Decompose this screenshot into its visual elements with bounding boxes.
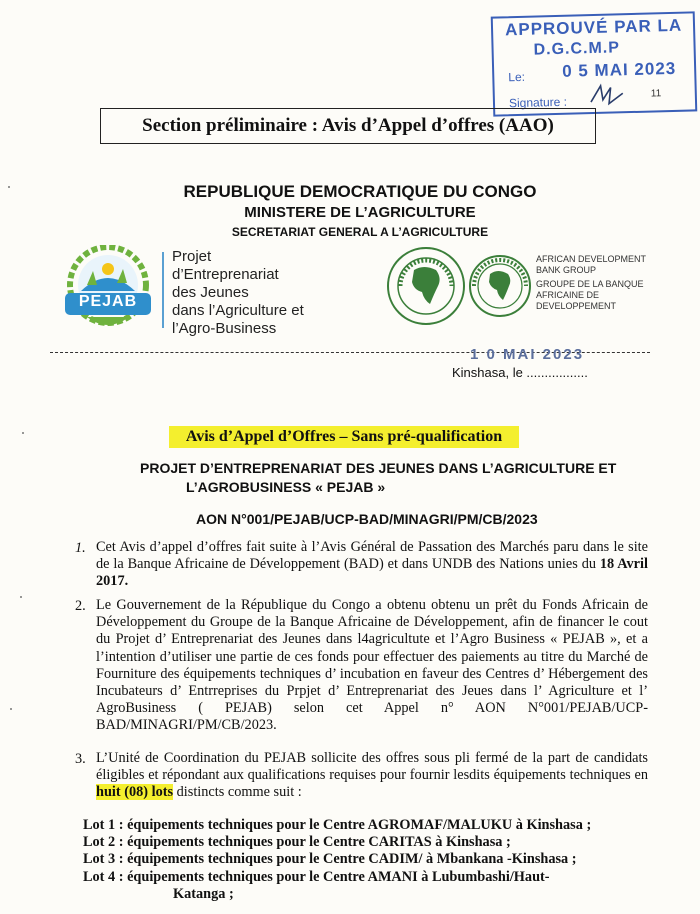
paragraph-3 [96, 750, 648, 802]
scan-speck [22, 432, 24, 434]
lot-item: Katanga ; [173, 885, 234, 902]
paragraph-2: Le Gouvernement de la République du Congo a obtenu obtenu un prêt du Fonds Africain de Développement du Groupe de la Banque Africaine de Développement, afin de financer le cout du Projet d’ Entreprenariat des Jeunes dans l4agricultute et l’Agro Business « PEJAB », et a l’intention d’utiliser une partie de ces fonds pour effectuer des paiements au titre du Marché de Fourniture des équipements techniques d’ incubation en faveur des Centres d’ Hébergement des Incubateurs d’ Entrreprises du Prpjet d’ Entreprenariat des Jeues dans l’ Agriculture et l’ AgroBusiness ( PEJAB) selon cet Appel n° AON N°001/PEJAB/UCP-BAD/MINAGRI/PM/CB/2023. [96, 597, 648, 734]
pejab-line: des Jeunes [172, 284, 249, 301]
pejab-line: l’Agro-Business [172, 320, 277, 337]
afdb-line: BANK GROUP [536, 265, 597, 275]
afdb-name [536, 254, 646, 312]
african-development-bank-seal-icon [384, 244, 468, 328]
logo-divider [162, 252, 164, 328]
signature-icon [586, 81, 627, 108]
lot-item: Lot 2 : équipements techniques pour le Centre CARITAS à Kinshasa ; [83, 834, 511, 851]
paragraph-date: 18 Avril 2017. [96, 556, 648, 590]
african-development-fund-seal-icon [460, 244, 532, 328]
section-box [100, 108, 596, 144]
pejab-name [172, 248, 304, 338]
paragraph-text: L’Unité de Coordination du PEJAB sollicite des offres sous pli fermé de la part de candidats éligibles et répondant aux qualifications requises pour fournir lesdits équipements techniques en [96, 750, 648, 784]
project-title-line2: L’AGROBUSINESS « PEJAB » [186, 479, 386, 495]
lot-item: Lot 1 : équipements techniques pour le Centre AGROMAF/MALUKU à Kinshasa ; [83, 817, 592, 833]
afdb-line: AFRICAINE DE [536, 290, 600, 300]
approval-stamp [491, 11, 698, 116]
scan-speck [20, 596, 22, 598]
paragraph-number: 2. [75, 598, 86, 614]
pejab-line: Projet [172, 248, 212, 265]
paragraph-1 [96, 539, 648, 591]
lots-count-highlight: huit (08) lots [96, 784, 174, 801]
lot-item: Lot 3 : équipements techniques pour le Centre CADIM/ à Mbankana -Kinshasa ; [83, 851, 577, 868]
pejab-line: dans l’Agriculture et [172, 302, 304, 319]
scan-speck [8, 186, 10, 188]
stamp-line1: APPROUVÉ PAR LA [504, 15, 683, 40]
stamp-date: 0 5 MAI 2023 [561, 58, 677, 81]
ministry-heading: MINISTERE DE L’AGRICULTURE [244, 204, 476, 221]
stamp-number: 11 [650, 88, 662, 100]
paragraph-number: 3. [75, 751, 86, 767]
republic-heading: REPUBLIQUE DEMOCRATIQUE DU CONGO [183, 182, 537, 201]
place-date: Kinshasa, le ................. [452, 365, 588, 380]
project-title-line1: PROJET D’ENTREPRENARIAT DES JEUNES DANS L’AGRICULTURE ET [140, 460, 617, 476]
scan-speck [10, 708, 12, 710]
afdb-line: GROUPE DE LA BANQUE [536, 279, 644, 289]
notice-subtitle: Avis d’Appel d’Offres – Sans pré-qualification [169, 426, 519, 448]
aon-reference: AON N°001/PEJAB/UCP-BAD/MINAGRI/PM/CB/2023 [196, 511, 538, 527]
afdb-line: AFRICAN DEVELOPMENT [536, 254, 647, 264]
section-title: Section préliminaire : Avis d’Appel d’offres (AAO) [142, 115, 554, 136]
pejab-logo-text: PEJAB [78, 293, 138, 310]
paragraph-number: 1. [75, 540, 86, 556]
pejab-logo-icon [57, 245, 159, 335]
stamp-line2: D.G.C.M.P [533, 39, 621, 59]
stamp-signature-label: Signature : [508, 94, 568, 111]
pejab-line: d’Entreprenariat [172, 266, 279, 283]
paragraph-text: distincts comme suit : [173, 784, 302, 801]
paragraph-text: Cet Avis d’appel d’offres fait suite à l’Avis Général de Passation des Marchés paru dans le site de la Banque Africaine de Développement (BAD) et dans UNDB des Nations unies du [96, 539, 648, 573]
stamp-le-label: Le: [508, 69, 526, 85]
lot-item: Lot 4 : équipements techniques pour le Centre AMANI à Lubumbashi/Haut- [83, 868, 550, 885]
lots-list [83, 817, 591, 903]
received-date-stamp: 1 0 MAI 2023 [470, 346, 585, 363]
secretariat-heading: SECRETARIAT GENERAL A L’AGRICULTURE [231, 225, 489, 239]
afdb-line: DEVELOPPEMENT [536, 301, 617, 311]
